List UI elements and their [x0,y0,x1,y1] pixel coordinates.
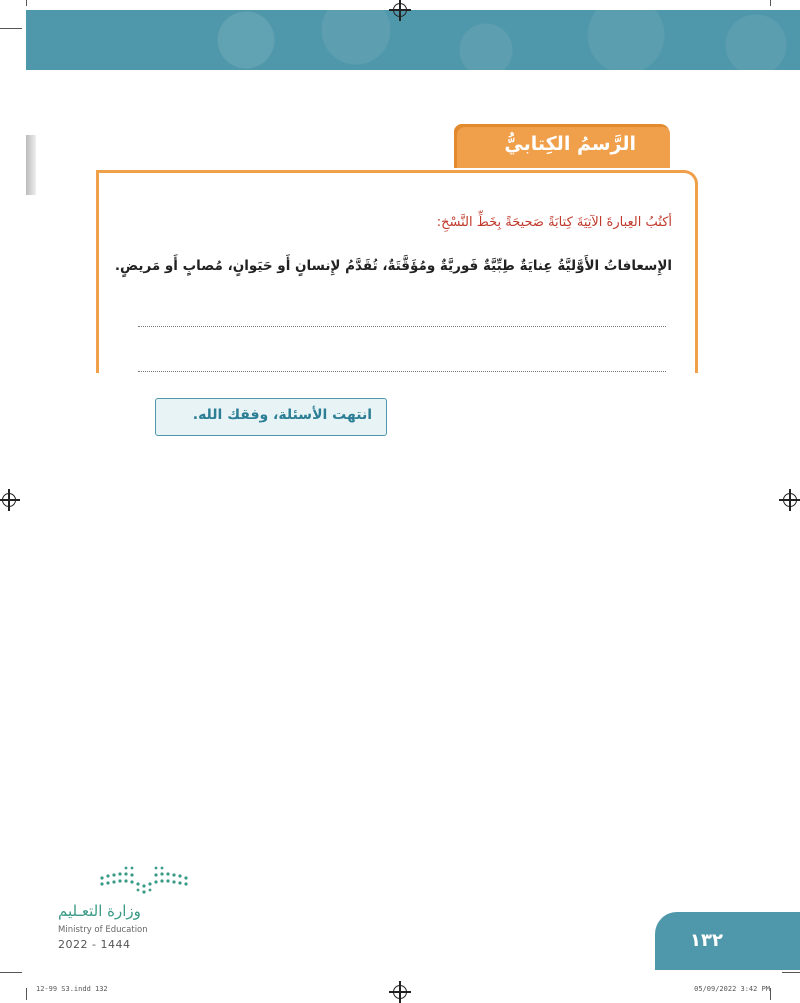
print-slug-left: 12-99 S3.indd 132 [36,985,108,993]
registration-mark-icon [783,493,797,507]
print-slug-right: 05/09/2022 3:42 PM [694,985,770,993]
end-note-text: انتهت الأسئلة، وفقك الله. [192,407,372,423]
edition-year: 2022 - 1444 [58,938,131,951]
page-number-band [655,912,800,970]
header-banner [26,10,800,70]
exercise-instruction: أكتُبُ العِبارةَ الآتِيَةَ كِتابَةً صَحيحَةً بِخَطِّ النَّسْخِ: [436,215,672,230]
ministry-name-arabic: وزارة التعـليم [58,902,141,920]
crop-mark [770,0,771,6]
registration-mark-icon [393,985,407,999]
writing-line[interactable] [138,371,666,372]
side-marker [26,135,36,195]
section-title: الرَّسمُ الكِتابيُّ [504,133,636,155]
crop-mark [782,972,800,973]
writing-line[interactable] [138,326,666,327]
registration-mark-icon [2,493,16,507]
page-number: ١٣٢ [690,930,723,951]
crop-mark [770,988,771,1000]
ministry-logo-icon [98,864,190,896]
crop-mark [0,972,22,973]
crop-mark [0,28,22,29]
crop-mark [26,0,27,6]
end-note-box [155,398,387,436]
section-title-tab [454,124,670,168]
crop-mark [26,988,27,1000]
registration-mark-icon [393,3,407,17]
exercise-sentence: الإِسعافاتُ الأَوَّليَّةُ عِنايَةٌ طِبِّيَّةٌ فَوريَّةٌ ومُؤَقَّتَةٌ، تُقَدَّمُ لإِنسانٍ أَو حَيَوانٍ، مُصابٍ أَو مَريضٍ. [114,258,672,274]
ministry-name-english: Ministry of Education [58,925,148,935]
